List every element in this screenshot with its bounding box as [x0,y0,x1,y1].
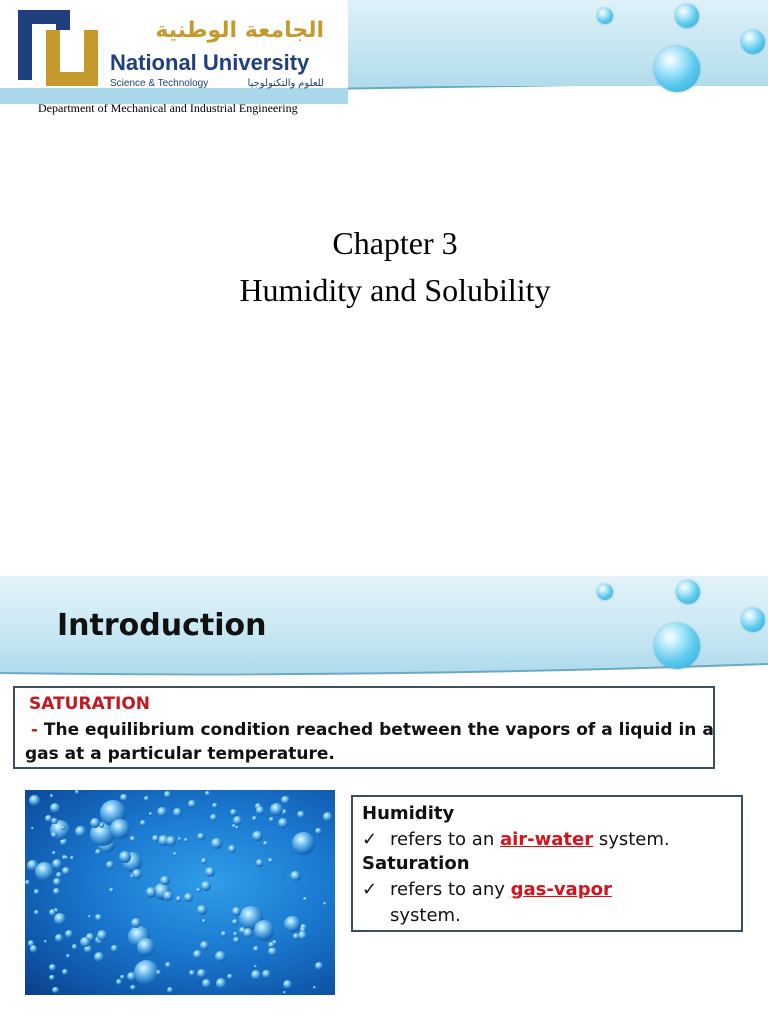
water-drop [65,930,73,938]
water-drop [53,888,60,895]
water-drop [188,800,196,808]
water-drop [130,836,135,841]
water-drop [268,858,273,863]
nu-logo-icon [16,8,100,88]
water-drop [281,796,290,805]
water-drop [292,832,315,855]
water-drop [51,818,57,824]
saturation-term-heading: Saturation [362,853,470,874]
water-drop [72,944,78,950]
water-drop [235,826,239,830]
water-drop [232,919,238,925]
water-drop [120,794,127,801]
water-drop [254,965,257,968]
chapter-number: Chapter 3 [332,225,458,261]
saturation-definition-box [13,686,715,769]
water-drop [75,826,85,836]
water-drop [233,816,242,825]
water-drop [144,796,149,801]
water-drop [66,954,70,958]
water-drop [55,934,64,943]
water-drop [176,896,181,901]
bubble-decoration [741,608,765,632]
water-drop [254,920,275,941]
bubble-decoration [597,8,613,24]
water-drop [197,905,206,914]
water-drop [184,893,193,902]
bubble-decoration [676,580,700,604]
water-drop [178,837,182,841]
water-drop [233,932,237,936]
water-drop [323,812,332,821]
water-drop [164,791,171,798]
water-drop [200,941,209,950]
water-drop [44,940,47,943]
water-drop [243,928,253,938]
water-drop [211,838,222,849]
water-drop [262,970,271,979]
introduction-slide [0,576,768,1024]
water-drop [52,851,56,855]
header-stripe [0,660,768,680]
water-drop [62,969,68,975]
water-drop [132,869,143,880]
definition-dash: - [30,720,38,740]
water-drop [256,806,265,815]
water-drop [202,979,211,988]
water-drop [278,818,288,828]
water-drop [197,969,206,978]
saturation-bullet [362,879,612,900]
water-drop [65,856,68,859]
water-drop [290,871,301,882]
logo-subtitle-en: Science & Technology [110,78,209,89]
water-drop [201,881,211,891]
water-drop [221,931,226,936]
water-drop [50,803,60,813]
water-drop [152,835,159,842]
logo-english-name: National University [110,50,310,75]
water-drop [263,841,268,846]
water-drop [216,978,226,988]
water-drop [34,889,40,895]
water-drop [119,851,131,863]
water-drop [227,974,232,979]
water-drop [173,852,177,856]
water-drop [31,827,34,830]
humidity-suffix: system. [598,829,670,850]
water-drop [233,937,239,943]
saturation-term: gas-vapor [510,879,612,900]
water-drop [156,970,161,975]
water-drop [268,942,274,948]
water-drop [163,891,173,901]
water-drop [166,836,176,846]
water-drop [252,816,257,821]
water-drop [193,950,202,959]
water-drop [197,833,204,840]
water-drop [50,794,53,797]
water-drop [149,812,153,816]
water-drop [54,913,66,925]
humidity-bullet [362,829,670,850]
saturation-heading: SATURATION [29,694,151,714]
water-drop [52,859,63,870]
bubble-decoration [741,30,765,54]
water-drop [167,987,173,993]
logo-arabic-name: الجامعة الوطنية [155,18,324,43]
water-drop [109,888,113,892]
bubble-decoration [597,584,613,600]
water-drop [137,938,155,956]
humidity-prefix: refers to an [390,829,495,850]
water-drop [201,858,207,864]
water-drop [52,987,59,994]
water-drop [120,975,125,980]
water-drop [202,919,206,923]
water-drop [130,985,136,991]
water-drop [29,795,40,806]
water-drop [268,947,278,957]
humidity-heading: Humidity [362,803,455,824]
water-drop [30,945,37,952]
water-drop [315,828,322,835]
water-drop [70,856,74,860]
water-drop [269,817,274,822]
water-drop [88,915,91,918]
chapter-title: Humidity and Solubility [239,272,551,308]
water-drop [95,914,102,921]
water-droplets-image [25,790,335,995]
water-drop [157,807,167,817]
water-drop [94,952,104,962]
water-drop [252,831,263,842]
water-drop [62,867,70,875]
water-drop [283,991,286,994]
water-drop [205,791,210,796]
definition-text: The equilibrium condition reached between the vapors of a liquid in a gas at a particular temperature. [25,720,714,764]
water-drop [111,945,117,951]
water-drop [303,897,307,901]
checkmark-icon: ✓ [362,829,378,850]
water-drop [184,838,188,842]
water-drop [56,872,62,878]
water-drop [116,979,122,985]
humidity-term: air-water [499,829,594,850]
water-drop [313,986,316,989]
water-drop [212,803,217,808]
water-drop [25,880,30,885]
logo-subtitle-ar: للعلوم والتكنولوجيا [247,78,324,89]
department-name: Department of Mechanical and Industrial Engineering [38,101,298,115]
water-drop [110,819,130,839]
terms-box [351,795,743,932]
water-drop [232,907,241,916]
saturation-suffix: system. [390,905,461,926]
bubble-decoration [675,4,699,28]
bubble-decoration [654,46,700,92]
bubble-decoration [654,623,700,669]
water-drop [251,970,261,980]
water-drop [215,951,226,962]
water-drop [45,815,52,822]
water-drop [256,859,263,866]
logo-subtitle [110,78,324,89]
water-drop [34,910,39,915]
water-drop [49,964,56,971]
water-drop [283,980,292,989]
water-drop [284,916,300,932]
water-drop [106,861,114,869]
water-drop [189,970,195,976]
university-logo [0,0,348,104]
water-drop [298,931,307,940]
water-drop [140,820,147,827]
water-drop [205,867,215,877]
water-drop [230,809,237,816]
water-drop [210,814,218,822]
water-drop [315,962,323,970]
water-drop [323,902,327,906]
water-drop [228,845,235,852]
water-drop [165,962,171,968]
slide-title: Introduction [57,608,267,643]
water-drop [61,826,65,830]
water-drop [53,878,61,886]
water-drop [97,930,108,941]
water-drop [49,975,55,981]
water-drop [253,946,259,952]
saturation-definition [25,718,715,766]
water-drop [160,876,170,886]
checkmark-icon: ✓ [362,879,378,900]
water-drop [173,808,181,816]
saturation-prefix: refers to any [390,879,505,900]
water-drop [297,811,304,818]
water-drop [196,888,200,892]
water-drop [75,790,79,794]
water-drop [80,937,90,947]
